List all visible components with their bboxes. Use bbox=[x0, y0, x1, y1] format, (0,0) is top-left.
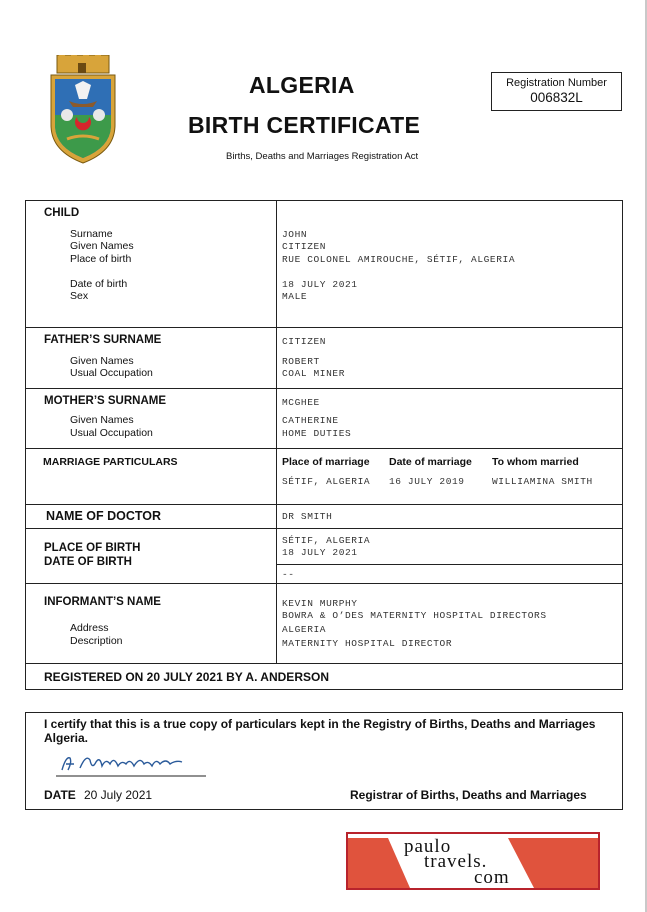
registrar-title: Registrar of Births, Deaths and Marriages bbox=[350, 788, 587, 802]
child-sex: MALE bbox=[282, 291, 308, 302]
doctor-section-title: NAME OF DOCTOR bbox=[46, 509, 162, 523]
mother-surname: MCGHEE bbox=[282, 397, 320, 408]
registration-number-label: Registration Number bbox=[506, 77, 607, 89]
document-title: BIRTH CERTIFICATE bbox=[188, 112, 421, 138]
informant-description: MATERNITY HOSPITAL DIRECTOR bbox=[282, 638, 453, 649]
logo-line-1: paulo bbox=[404, 836, 452, 857]
informant-description-label: Description bbox=[70, 635, 123, 647]
registered-statement: REGISTERED ON 20 JULY 2021 BY A. ANDERSON bbox=[44, 670, 329, 684]
father-section-title: FATHER’S SURNAME bbox=[44, 334, 162, 346]
certification-text: I certify that this is a true copy of particulars kept in the Registry of Births, Deaths and Marriages Algeria. bbox=[44, 717, 596, 745]
child-surname: JOHN bbox=[282, 229, 308, 240]
child-place-label: Place of birth bbox=[70, 253, 132, 265]
marriage-whom-label: To whom married bbox=[492, 456, 579, 468]
informant-address-line-2: ALGERIA bbox=[282, 624, 327, 635]
child-given-names: CITIZEN bbox=[282, 241, 327, 252]
certification-date-label: DATE bbox=[44, 788, 76, 802]
registration-number: 006832L bbox=[530, 90, 583, 105]
logo-line-3: com bbox=[474, 867, 510, 888]
informant-address-label: Address bbox=[70, 622, 109, 634]
marriage-place: SÉTIF, ALGERIA bbox=[282, 476, 371, 487]
child-place-of-birth: RUE COLONEL AMIROUCHE, SÉTIF, ALGERIA bbox=[282, 254, 516, 265]
informant-address-line-1: BOWRA & O’DES MATERNITY HOSPITAL DIRECTORS bbox=[282, 610, 547, 621]
father-surname: CITIZEN bbox=[282, 336, 327, 347]
registration-number-box bbox=[491, 72, 622, 111]
father-given-label: Given Names bbox=[70, 355, 134, 367]
place-of-birth-title: PLACE OF BIRTH bbox=[44, 542, 141, 554]
country-title: ALGERIA bbox=[249, 72, 355, 98]
marriage-spouse: WILLIAMINA SMITH bbox=[492, 476, 593, 487]
paulo-travels-logo bbox=[346, 832, 600, 890]
doctor-name: DR SMITH bbox=[282, 511, 333, 522]
informant-section-title: INFORMANT’S NAME bbox=[44, 596, 161, 608]
mother-occupation: HOME DUTIES bbox=[282, 428, 352, 439]
marriage-section-title: MARRIAGE PARTICULARS bbox=[43, 456, 178, 468]
coat-of-arms-icon bbox=[47, 55, 119, 165]
birth-place: SÉTIF, ALGERIA bbox=[282, 535, 371, 546]
child-given-label: Given Names bbox=[70, 240, 134, 252]
certification-date: 20 July 2021 bbox=[84, 788, 153, 802]
column-divider bbox=[276, 200, 277, 663]
informant-name: KEVIN MURPHY bbox=[282, 598, 358, 609]
logo-line-2: travels. bbox=[424, 851, 488, 872]
date-of-birth-title: DATE OF BIRTH bbox=[44, 556, 132, 568]
mother-section-title: MOTHER’S SURNAME bbox=[44, 395, 167, 407]
child-surname-label: Surname bbox=[70, 228, 113, 240]
mother-given-names: CATHERINE bbox=[282, 415, 339, 426]
birth-extra: -- bbox=[282, 569, 295, 580]
signature-text bbox=[56, 752, 206, 772]
mother-occupation-label: Usual Occupation bbox=[70, 427, 153, 439]
marriage-date-label: Date of marriage bbox=[389, 456, 472, 468]
marriage-place-label: Place of marriage bbox=[282, 456, 370, 468]
mother-given-label: Given Names bbox=[70, 414, 134, 426]
father-occupation-label: Usual Occupation bbox=[70, 367, 153, 379]
child-dob-label: Date of birth bbox=[70, 278, 128, 290]
marriage-date: 16 JULY 2019 bbox=[389, 476, 465, 487]
birth-date: 18 JULY 2021 bbox=[282, 547, 358, 558]
father-occupation: COAL MINER bbox=[282, 368, 346, 379]
child-sex-label: Sex bbox=[70, 290, 89, 302]
father-given-names: ROBERT bbox=[282, 356, 320, 367]
child-date-of-birth: 18 JULY 2021 bbox=[282, 279, 358, 290]
registration-act: Births, Deaths and Marriages Registration Act bbox=[226, 151, 419, 162]
child-section-title: CHILD bbox=[44, 207, 80, 219]
